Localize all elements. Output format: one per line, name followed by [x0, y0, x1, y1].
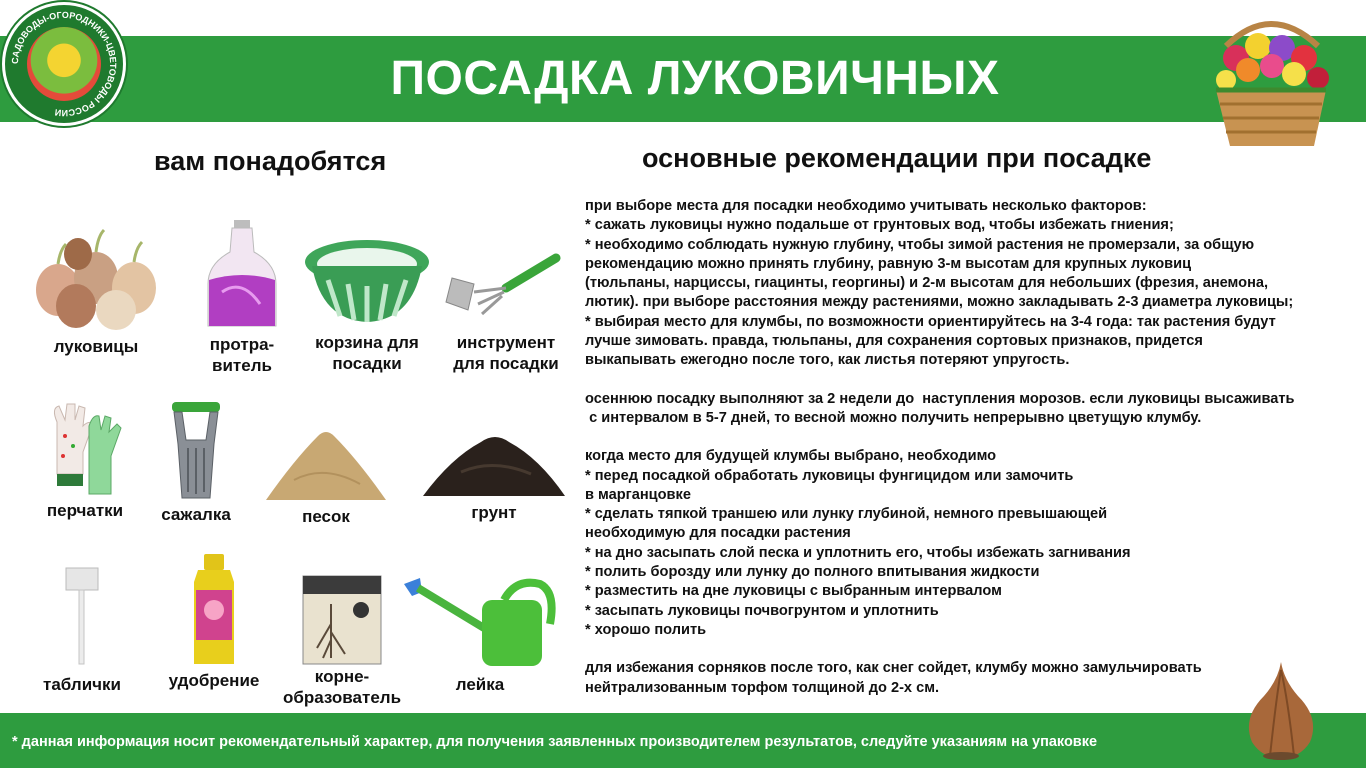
- recommendations-heading: основные рекомендации при посадке: [642, 143, 1152, 173]
- item-bulbs: [18, 224, 174, 364]
- garden-tool-icon: [444, 252, 568, 330]
- needed-heading: вам понадобятся: [154, 146, 387, 176]
- page-title: ПОСАДКА ЛУКОВИЧНЫХ: [390, 52, 1000, 105]
- disinfectant-bottle-icon: [202, 218, 282, 330]
- plant-label-icon: [62, 566, 102, 666]
- logo-ring: [5, 5, 123, 123]
- item-label: лейка: [455, 675, 505, 694]
- watering-can-icon: [400, 574, 560, 672]
- gloves-icon: [43, 402, 127, 498]
- item-label: протра- витель: [209, 335, 275, 375]
- recommendations-text: [585, 197, 1365, 698]
- bulb-planter-icon: [166, 400, 226, 504]
- item-watering-can: [400, 574, 560, 694]
- svg-text:САДОВОДЫ-ОГОРОДНИКИ-ЦВЕТОВОДЫ: [10, 10, 118, 118]
- item-garden-tool: [440, 252, 572, 376]
- item-bulb-planter: [156, 400, 236, 528]
- item-label: луковицы: [53, 337, 139, 356]
- item-sand: [262, 424, 390, 528]
- item-label: грунт: [471, 503, 517, 522]
- item-gloves: [36, 402, 134, 520]
- item-label: удобрение: [168, 671, 260, 690]
- item-fertilizer: [160, 552, 268, 692]
- item-label: корзина для посадки: [315, 333, 419, 373]
- soil-pile-icon: [421, 428, 567, 498]
- item-soil: [420, 428, 568, 524]
- recommendation-paragraph: осеннюю посадку выполняют за 2 недели до наступления морозов. если луковицы высаживать с интервалом в 5-7 дней, то весной можно получить непрерывно цветущую клумбу.: [585, 390, 1295, 426]
- sand-pile-icon: [264, 424, 388, 502]
- bulbs-icon: [18, 224, 174, 332]
- recommendation-paragraph: при выборе места для посадки необходимо учитывать несколько факторов: * сажать луковицы нужно подальше от грунтовых вод, чтобы избежать гниения; * необходимо соблюдать нужную глубину, чтобы зимой растения не промерзали, за общую рекомендацию можно принять глубину, равную 3-м высотам для крупных луковиц (тюльпаны, нарциссы, гиацинты, георгины) и 2-м высотам для небольших (фрезия, анемона, лютик). при выборе расстояния между растениями, можно закладывать 2-3 диаметра луковицы; * выбирая место для клумбы, по возможности ориентируйтесь на 3-4 года: так растения будут лучше зимовать. правда, тюльпаны, для сохранения сортовых признаков, придется выкапывать ежегодно после того, как листья потеряют упругость.: [585, 198, 1294, 369]
- item-plant-labels: [36, 566, 128, 696]
- item-label: перчатки: [46, 501, 124, 520]
- item-label: сажалка: [161, 505, 231, 524]
- item-planting-basket: [298, 236, 436, 376]
- logo-text: САДОВОДЫ-ОГОРОДНИКИ-ЦВЕТОВОДЫ РОССИИ: [9, 9, 119, 119]
- fertilizer-bottle-icon: [184, 552, 244, 668]
- recommendation-paragraph: когда место для будущей клумбы выбрано, необходимо * перед посадкой обработать луковицы фунгицидом или замочить в марганцовке * сделать тяпкой траншею или лунку глубиной, немного превышающей необходимую для посадки растения * на дно засыпать слой песка и уплотнить его, чтобы избежать загнивания * полить борозду или лунку до полного впитывания жидкости * разместить на дне луковицы с выбранным интервалом * засыпать луковицы почвогрунтом и уплотнить * хорошо полить: [585, 448, 1131, 638]
- footer-disclaimer: * данная информация носит рекомендательный характер, для получения заявленных производителем результатов, следуйте указаниям на упаковке: [12, 734, 1098, 750]
- root-stimulator-pack-icon: [301, 574, 383, 666]
- item-label: инструмент для посадки: [453, 333, 559, 373]
- onion-bulb-icon: [1240, 660, 1322, 760]
- item-root-stimulator: [276, 574, 408, 712]
- item-label: корне- образователь: [282, 667, 402, 707]
- planting-basket-icon: [302, 236, 432, 328]
- club-logo: [2, 2, 126, 126]
- item-label: песок: [302, 507, 350, 526]
- recommendation-paragraph: для избежания сорняков после того, как снег сойдет, клумбу можно замульчировать нейтрализованным торфом толщиной до 2-х см.: [585, 660, 1202, 696]
- flower-basket-icon: [1196, 8, 1346, 150]
- item-disinfectant: [192, 218, 292, 378]
- item-label: таблички: [43, 675, 121, 694]
